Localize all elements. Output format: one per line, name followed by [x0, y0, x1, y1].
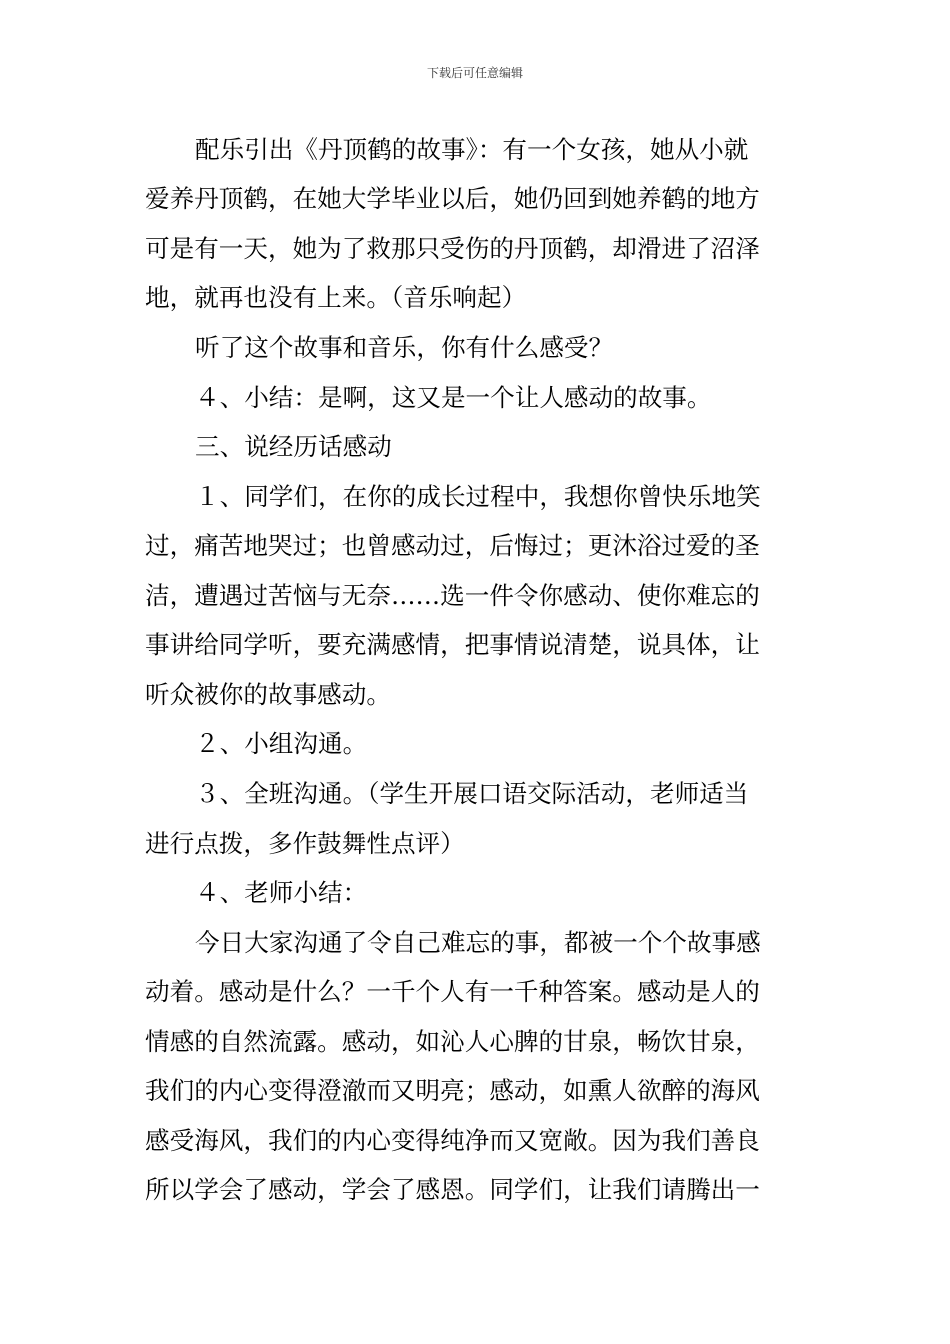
- text-line: 我们的内心变得澄澈而又明亮；感动，如熏人欲醉的海风: [145, 1076, 760, 1105]
- text-line: ４、小结：是啊，这又是一个让人感动的故事。: [195, 383, 712, 412]
- page-header: 下载后可任意编辑: [426, 66, 523, 80]
- text-line: 洁，遭遇过苦恼与无奈……选一件令你感动、使你难忘的: [145, 581, 760, 610]
- text-line: 爱养丹顶鹤，在她大学毕业以后，她仍回到她养鹤的地方: [145, 184, 760, 213]
- text-line: ４、老师小结：: [195, 878, 368, 907]
- text-line: 所以学会了感动，学会了感恩。同学们，让我们请腾出一: [145, 1175, 760, 1204]
- text-line: 动着。感动是什么？一千个人有一千种答案。感动是人的: [145, 977, 760, 1006]
- text-line: 今日大家沟通了令自己难忘的事，都被一个个故事感: [195, 928, 761, 957]
- text-line: 情感的自然流露。感动，如沁人心脾的甘泉，畅饮甘泉，: [145, 1027, 760, 1056]
- section-heading: 三、说经历话感动: [195, 432, 392, 461]
- text-line: 事讲给同学听，要充满感情，把事情说清楚，说具体，让: [145, 630, 760, 659]
- text-line: 过，痛苦地哭过；也曾感动过，后悔过；更沐浴过爱的圣: [145, 531, 760, 560]
- text-line: １、同学们，在你的成长过程中，我想你曾快乐地笑: [195, 482, 761, 511]
- text-line: 听众被你的故事感动。: [145, 680, 391, 709]
- text-line: ３、全班沟通。（学生开展口语交际活动，老师适当: [195, 779, 749, 808]
- text-line: ２、小组沟通。: [195, 729, 368, 758]
- text-line: 听了这个故事和音乐，你有什么感受？: [195, 333, 614, 362]
- text-line: 进行点拨，多作鼓舞性点评）: [145, 829, 465, 858]
- text-line: 感受海风，我们的内心变得纯净而又宽敞。因为我们善良: [145, 1126, 760, 1155]
- text-line: 地，就再也没有上来。（音乐响起）: [145, 283, 527, 312]
- text-line: 可是有一天，她为了救那只受伤的丹顶鹤，却滑进了沼泽: [145, 234, 760, 263]
- text-line: 配乐引出《丹顶鹤的故事》：有一个女孩，她从小就: [195, 135, 749, 164]
